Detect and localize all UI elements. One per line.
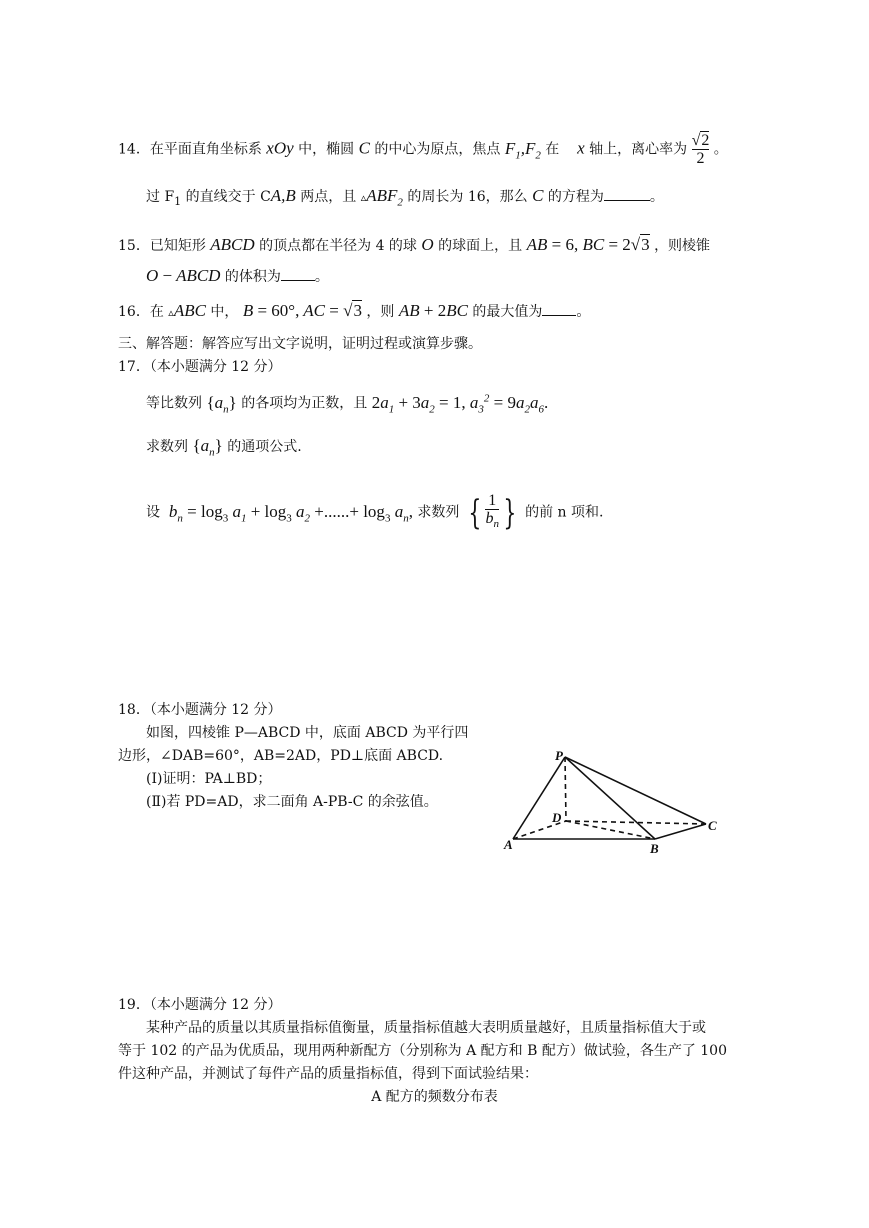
label-p: P [555, 748, 563, 763]
q19-line2: 等于 102 的产品为优质品，现用两种新配方（分别称为 A 配方和 B 配方）做试验，各生产了 100 [118, 1043, 727, 1059]
q15-text: 的球面上，且 [438, 238, 523, 254]
math-c: C [358, 138, 370, 158]
label-d: D [552, 810, 562, 825]
q15-text: 的体积为 [224, 269, 281, 285]
q17-header: 17．（本小题满分 12 分） [118, 359, 282, 375]
q14-text: 两点，且 [300, 189, 357, 205]
q17-line3 [146, 492, 603, 533]
math-triangle-abf2: $▵ABF_2$ [360, 186, 403, 209]
math-sequence-an: $\{a_n\}$ [206, 392, 237, 416]
math-xoy: xOy [266, 138, 294, 158]
q17-text: 的前 n 项和. [525, 504, 604, 521]
math-reciprocal-bn: { $\frac{1}{b_n}$ } [468, 492, 517, 533]
edge-pc [565, 757, 706, 824]
q16-text: 。 [576, 304, 591, 320]
math-ab-2bc: AB + 2BC [398, 301, 468, 320]
q19-header: 19．（本小题满分 12 分） [118, 997, 282, 1013]
q16-text: 的最大值为 [472, 304, 543, 320]
q14-text: 的中心为原点，焦点 [374, 141, 501, 158]
q17-text: 的各项均为正数，且 [241, 395, 368, 412]
q17-line1 [146, 388, 548, 419]
math-sequence-an: $\{a_n\}$ [192, 436, 223, 459]
q15-text: 的顶点都在半径为 4 的球 [259, 238, 417, 254]
q16-text: ，则 [366, 304, 395, 320]
q18-line4: (Ⅱ)若 PD=AD，求二面角 A-PB-C 的余弦值。 [146, 794, 438, 810]
fraction-sqrt2-over-2: $\frac{√2}{2}$ [691, 132, 710, 167]
math-triangle-abc: ▵ABC [168, 301, 206, 320]
q19-table-title: A 配方的频数分布表 [371, 1089, 498, 1105]
math-foci: $F_1,F_2$ [504, 138, 541, 161]
q17-line2 [146, 436, 302, 462]
pyramid-figure [500, 747, 740, 857]
edge-pd [565, 757, 566, 821]
edge-pa [513, 757, 565, 839]
q15-text: ，则棱锥 [654, 238, 711, 254]
math-ab-bc: AB = 6, BC = 2√3 [526, 235, 650, 254]
q14-line1 [118, 132, 728, 167]
section-3-heading: 三、解答题：解答应写出文字说明，证明过程或演算步骤。 [118, 336, 482, 352]
label-b: B [650, 841, 659, 856]
q18-line1: 如图，四棱锥 P—ABCD 中，底面 ABCD 为平行四 [146, 725, 469, 741]
answer-blank [542, 303, 576, 316]
q16-text: 中， [210, 304, 239, 320]
edge-db [566, 821, 655, 839]
label-a: A [504, 837, 513, 852]
q14-text: 的直线交于 C [185, 189, 271, 205]
math-conditions: $2a_1 + 3a_2 = 1$, $a_3^2 = 9a_2a_6$. [371, 392, 549, 416]
q18-header: 18．（本小题满分 12 分） [118, 702, 282, 718]
answer-blank [281, 268, 315, 281]
q16-text: 16．在 [118, 304, 164, 320]
math-o: O [421, 235, 434, 254]
q19-line3: 件这种产品，并测试了每件产品的质量指标值，得到下面试验结果： [118, 1066, 538, 1082]
q15-line1 [118, 235, 710, 256]
q14-text: 的方程为 [547, 189, 604, 205]
q16-line [118, 301, 590, 323]
q14-text: 在 [545, 141, 560, 158]
q15-text: 。 [314, 269, 329, 285]
q14-text: 中，椭圆 [298, 141, 355, 158]
q17-text: 的通项公式. [227, 439, 302, 455]
q14-text: 过 F [146, 189, 175, 205]
label-c: C [708, 818, 717, 833]
q17-text: 求数列 [146, 439, 188, 455]
math-b60-ac: B = 60°, AC = √3 [242, 301, 362, 320]
q14-text: 。 [713, 141, 728, 158]
math-abcd: ABCD [210, 235, 255, 254]
answer-blank [604, 188, 650, 201]
math-c: C [532, 186, 544, 205]
q14-text: 。 [649, 189, 664, 205]
q17-text: 求数列 [417, 504, 460, 521]
q17-text: 等比数列 [146, 395, 202, 412]
q14-text: 轴上，离心率为 [589, 141, 688, 158]
edge-pb [565, 757, 655, 839]
q19-line1: 某种产品的质量以其质量指标值衡量，质量指标值越大表明质量越好，且质量指标值大于或 [146, 1020, 706, 1036]
q15-text: 15．已知矩形 [118, 238, 206, 254]
q18-line2: 边形，∠DAB=60°，AB=2AD，PD⊥底面 ABCD. [118, 748, 444, 764]
edge-bc [655, 824, 706, 839]
q14-line2: 过 $F_1$ 的直线交于 CA,B 两点，且 $▵ABF_2$ 的周长为 16，那么 C 的方程为 。 [146, 186, 664, 209]
q14-text: 14．在平面直角坐标系 [118, 141, 262, 158]
q15-line2 [146, 266, 329, 287]
math-o-abcd: O − ABCD [146, 266, 221, 285]
math-bn-definition: $b_n = \log_3 a_1 + \log_3 a_2$ +......+ $\log_3 a_n$, [168, 501, 413, 524]
q17-text: 设 [146, 504, 160, 521]
q18-line3: (Ⅰ)证明：PA⊥BD； [146, 771, 272, 787]
math-ab: A,B [270, 186, 296, 205]
q14-text: 的周长为 16，那么 [407, 189, 528, 205]
math-x: x [577, 138, 585, 158]
